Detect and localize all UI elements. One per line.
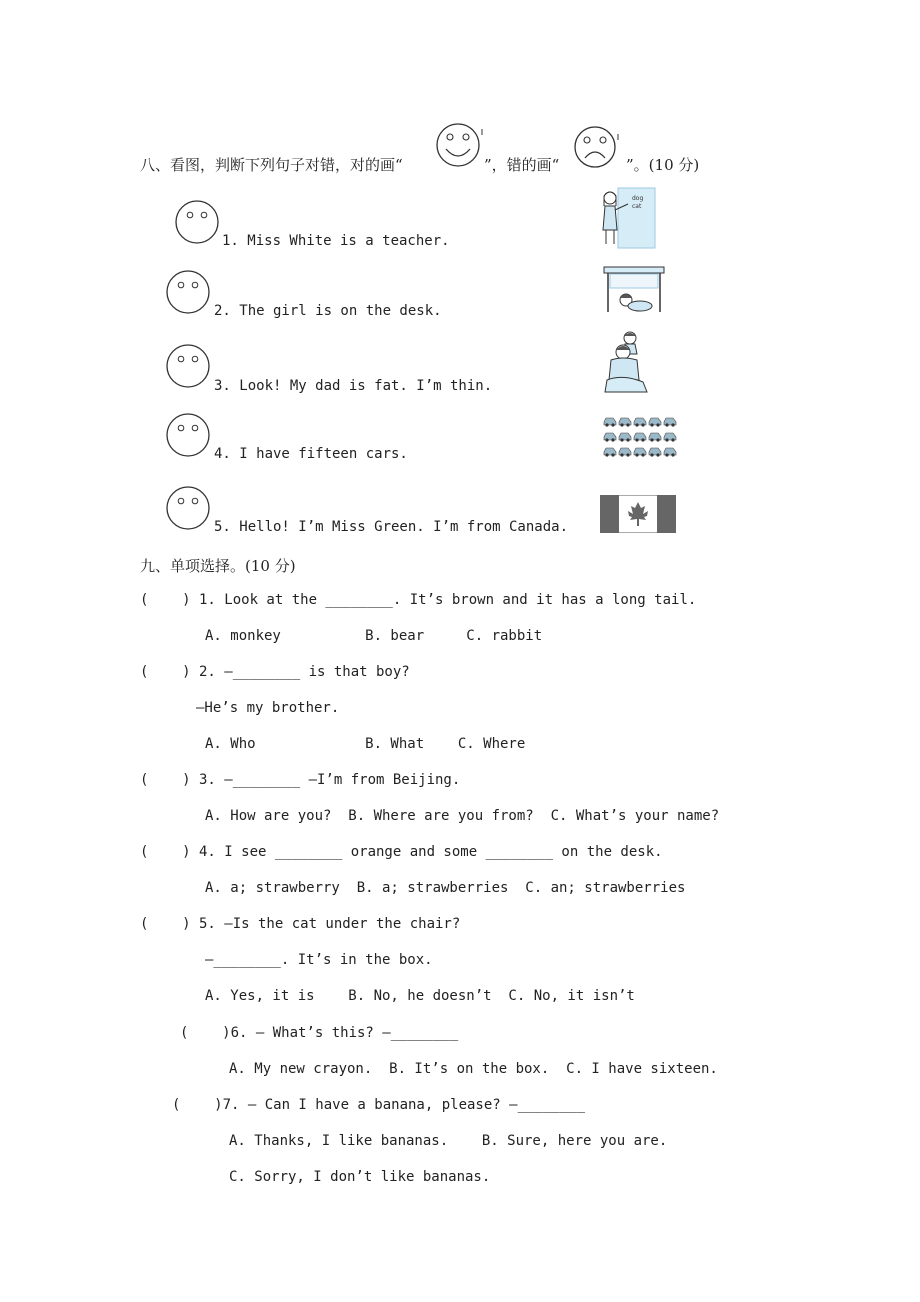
toy-car-icon bbox=[619, 448, 631, 457]
girl-under-desk-icon bbox=[602, 264, 666, 316]
blank-face-answer-1[interactable] bbox=[175, 200, 221, 246]
blank-face-answer-2[interactable] bbox=[166, 270, 212, 316]
toy-car-icon bbox=[604, 418, 616, 427]
sentence-2: 2. The girl is on the desk. bbox=[214, 303, 442, 319]
question-2-options[interactable]: A. Who B. What C. Where bbox=[205, 736, 526, 752]
sentence-3: 3. Look! My dad is fat. I’m thin. bbox=[214, 378, 493, 394]
question-3-stem: ( ) 3. —________ —I’m from Beijing. bbox=[140, 772, 461, 788]
toy-car-icon bbox=[634, 448, 646, 457]
section9-heading: 九、单项选择。(10 分) bbox=[140, 557, 296, 575]
rows-of-toy-cars-icon bbox=[602, 412, 678, 460]
toy-car-icon bbox=[649, 418, 661, 427]
sentence-4: 4. I have fifteen cars. bbox=[214, 446, 408, 462]
canada-flag-icon bbox=[600, 495, 676, 533]
question-3-options[interactable]: A. How are you? B. Where are you from? C. What’s your name? bbox=[205, 808, 720, 824]
question-5-stem: ( ) 5. —Is the cat under the chair? bbox=[140, 916, 461, 932]
question-1-options[interactable]: A. monkey B. bear C. rabbit bbox=[205, 628, 543, 644]
question-7-stem: ( )7. — Can I have a banana, please? —________ bbox=[172, 1097, 586, 1113]
toy-car-icon bbox=[649, 433, 661, 442]
question-5-line: —________. It’s in the box. bbox=[205, 952, 433, 968]
question-4-stem: ( ) 4. I see ________ orange and some ________ on the desk. bbox=[140, 844, 663, 860]
sad-face-icon bbox=[572, 124, 620, 170]
question-1-stem: ( ) 1. Look at the ________. It’s brown and it has a long tail. bbox=[140, 592, 697, 608]
toy-car-icon bbox=[619, 418, 631, 427]
toy-car-icon bbox=[649, 448, 661, 457]
question-6-stem: ( )6. — What’s this? —________ bbox=[180, 1025, 459, 1041]
toy-car-icon bbox=[664, 433, 676, 442]
question-7-options-extra[interactable]: C. Sorry, I don’t like bananas. bbox=[229, 1169, 491, 1185]
board-text-cat: cat bbox=[632, 203, 642, 210]
blank-face-answer-3[interactable] bbox=[166, 344, 212, 390]
toy-car-icon bbox=[664, 448, 676, 457]
section8-heading-part1: 八、看图，判断下列句子对错，对的画“ bbox=[140, 156, 403, 174]
question-4-options[interactable]: A. a; strawberry B. a; strawberries C. an; strawberries bbox=[205, 880, 686, 896]
toy-car-icon bbox=[604, 433, 616, 442]
teacher-pointing-at-board-icon bbox=[600, 186, 656, 250]
question-6-options[interactable]: A. My new crayon. B. It’s on the box. C. I have sixteen. bbox=[229, 1061, 718, 1077]
toy-car-icon bbox=[619, 433, 631, 442]
question-2-line: —He’s my brother. bbox=[196, 700, 340, 716]
question-2-stem: ( ) 2. —________ is that boy? bbox=[140, 664, 410, 680]
question-5-options[interactable]: A. Yes, it is B. No, he doesn’t C. No, it isn’t bbox=[205, 988, 635, 1004]
smiley-face-icon bbox=[434, 121, 484, 169]
board-text-dog: dog bbox=[632, 195, 644, 202]
toy-car-icon bbox=[664, 418, 676, 427]
blank-face-answer-4[interactable] bbox=[166, 413, 212, 459]
section8-heading-part2: ”，错的画“ bbox=[484, 156, 560, 174]
child-on-dad-shoulders-icon bbox=[603, 330, 655, 396]
sentence-5: 5. Hello! I’m Miss Green. I’m from Canada. bbox=[214, 519, 569, 535]
section8-heading-part3: ”。(10 分) bbox=[626, 156, 700, 174]
sentence-1: 1. Miss White is a teacher. bbox=[222, 233, 450, 249]
blank-face-answer-5[interactable] bbox=[166, 486, 212, 532]
toy-car-icon bbox=[634, 418, 646, 427]
question-7-options[interactable]: A. Thanks, I like bananas. B. Sure, here you are. bbox=[229, 1133, 668, 1149]
toy-car-icon bbox=[634, 433, 646, 442]
toy-car-icon bbox=[604, 448, 616, 457]
